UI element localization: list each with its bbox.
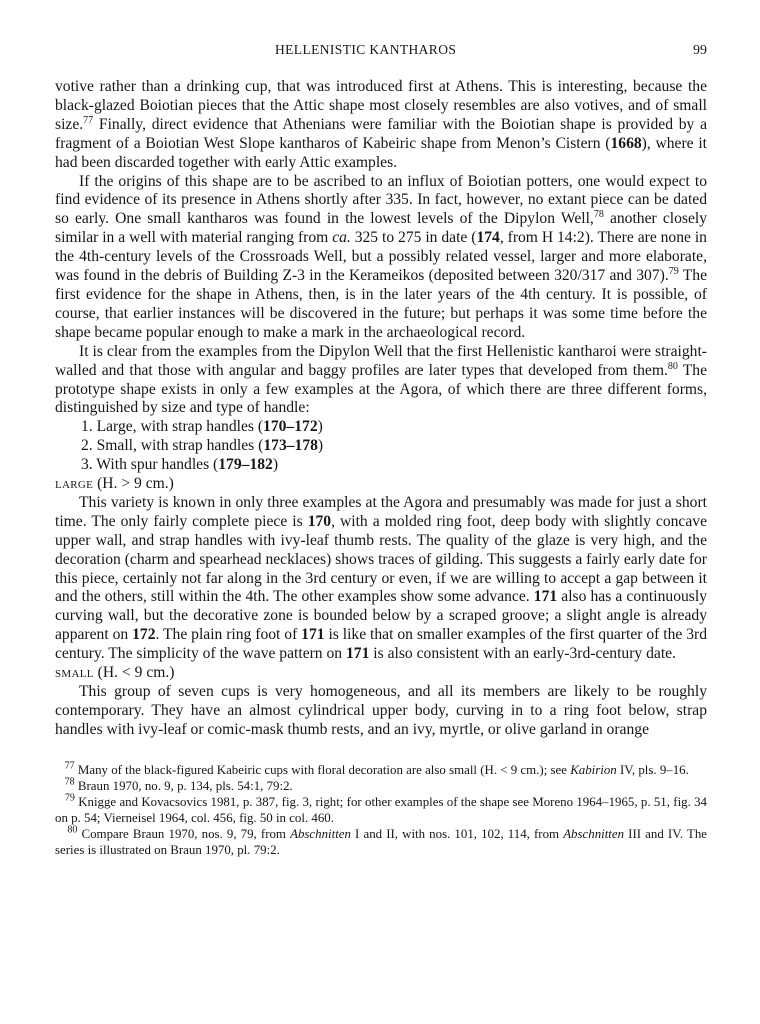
- page-number: 99: [693, 43, 707, 58]
- footnote-79: $^{79}$ Knigge and Kovacsovics 1981, p. 387, fig. 3, right; for other examples of the shape see Moreno 1964–1965, p. 51, fig. 34 on p. 54; Vierneisel 1964, col. 456, fig. 50 in col. 460.: [55, 792, 708, 825]
- footnote-80: $^{80}$ Compare Braun 1970, nos. 9, 79, from Abschnitten I and II, with nos. 101, 102, 114, from Abschnitten III and IV. The series is illustrated on Braun 1970, pl. 79:2.: [55, 824, 707, 857]
- body-text: [55, 78, 707, 740]
- footnote-ref-77[interactable]: 77: [83, 114, 94, 126]
- catalogue-ref: 174: [476, 229, 500, 247]
- paragraph-2: If the origins of this shape are to be ascribed to an influx of Boiotian potters, one would expect to find evidence of its presence in Athens shortly after 335. In fact, however, no extant piece can be dated so early. One small kantharos was found in the lowest levels of the Dipylon Well,$^{78}$ another closely similar in a well with material ranging from ca. 325 to 275 in date (174, from H 14:2). There are none in the 4th-century levels of the Crossroads Well, but a possibly related vessel, larger and more elaborate, was found in the debris of Building Z-3 in the Kerameikos (deposited between 320/317 and 307).$^{79}$ The first evidence for the shape in Athens, then, is in the later years of the 4th century. It is possible, of course, that earlier instances will be discovered in the future; but perhaps it was some time before the shape became popular enough to make a mark in the archaeological record.: [55, 172, 707, 341]
- footnote-ref-79[interactable]: 79: [668, 265, 679, 277]
- footnote-78: $^{78}$ Braun 1970, no. 9, p. 134, pls. 54:1, 79:2.: [64, 776, 293, 793]
- footnotes: [55, 762, 707, 858]
- footnote-77: $^{77}$ Many of the black-figured Kabeiric cups with floral decoration are also small (H. < 9 cm.); see Kabirion IV, pls. 9–16.: [64, 760, 689, 777]
- paragraph-large: This variety is known in only three examples at the Agora and presumably was made for just a short time. The only fairly complete piece is 170, with a molded ring foot, deep body with slightly concave upper wall, and strap handles with ivy-leaf thumb rests. The quality of the glaze is very high, and the decoration (charm and spearhead necklaces) shows traces of gilding. This suggests a fairly early date for this piece, certainly not far along in the 3rd century or even, if we are willing to accept a gap between it and the others, still within the 4th. The other examples show some advance. 171 also has a continuously curving wall, but the decorative zone is bounded below by a scraped groove; a slight angle is already apparent on 172. The plain ring foot of 171 is like that on smaller examples of the first quarter of the 3rd century. The simplicity of the wave pattern on 171 is also consistent with an early-3rd-century date.: [55, 493, 707, 663]
- paragraph-3: It is clear from the examples from the Dipylon Well that the first Hellenistic kantharoi were straight-walled and that those with angular and baggy profiles are later types that developed from them.$^{80}$ The prototype shape exists in only a few examples at the Agora, of which there are three different forms, distinguished by size and type of handle:: [55, 342, 707, 417]
- handle-type-list: [55, 418, 707, 475]
- running-head: HELLENISTIC KANTHAROS: [275, 42, 457, 57]
- paragraph-1: votive rather than a drinking cup, that was introduced first at Athens. This is interesting, because the black-glazed Boiotian pieces that the Attic shape most closely resembles are also votives, and of small size.$^{77}$ Finally, direct evidence that Athenians were familiar with the Boiotian shape is provided by a fragment of a Boiotian West Slope kantharos of Kabeiric shape from Menon’s Cistern (1668), where it had been discarded together with early Attic examples.: [55, 78, 707, 171]
- list-item: 1. Large, with strap handles (170–172): [81, 418, 323, 436]
- catalogue-ref: 1668: [610, 134, 642, 152]
- footnote-ref-78[interactable]: 78: [593, 209, 604, 221]
- list-item: 3. With spur handles (179–182): [81, 456, 279, 474]
- section-heading-large: large (H. > 9 cm.): [55, 475, 174, 493]
- list-item: 2. Small, with strap handles (173–178): [81, 437, 324, 455]
- footnote-ref-80[interactable]: 80: [667, 360, 678, 372]
- paragraph-small: This group of seven cups is very homogeneous, and all its members are likely to be roughly contemporary. They have an almost cylindrical upper body, curving in to a ring foot below, strap handles with ivy-leaf or comic-mask thumb rests, and an ivy, myrtle, or olive garland in orange: [55, 683, 707, 738]
- page: [55, 42, 707, 858]
- page-header: [55, 42, 707, 64]
- section-heading-small: small (H. < 9 cm.): [55, 664, 175, 682]
